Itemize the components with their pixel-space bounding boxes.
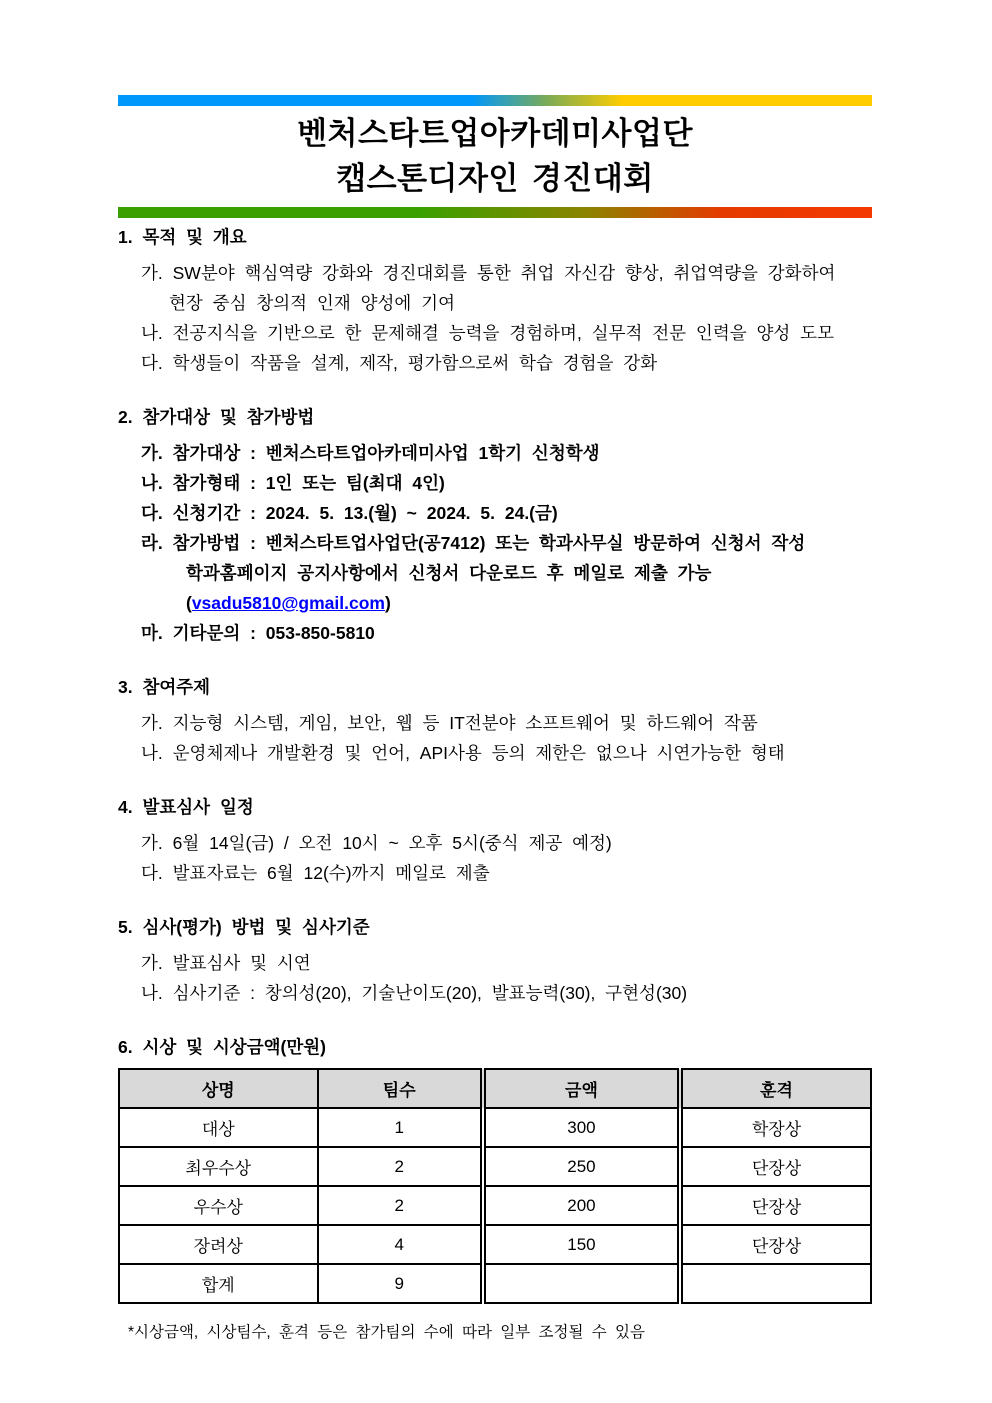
section-heading-purpose: 1. 목적 및 개요 [118,227,247,247]
section-heading-awards: 6. 시상 및 시상금액(만원) [118,1037,326,1057]
table-row [119,1147,871,1186]
document-title [118,106,872,207]
section-evaluation [118,916,872,1008]
table-row [119,1264,871,1303]
list-item: 마. 기타문의 : 053-850-5810 [141,623,375,643]
list-item: 가. 발표심사 및 시연 [141,953,311,973]
title-line-2: 캡스톤디자인 경진대회 [336,161,654,196]
cell-honor: 학장상 [680,1108,871,1147]
table-row [119,1108,871,1147]
footnote: *시상금액, 시상팀수, 훈격 등은 참가팀의 수에 따라 일부 조정될 수 있음 [128,1324,645,1341]
cell-teams: 4 [318,1225,483,1264]
section-topics [118,676,872,768]
cell-teams: 1 [318,1108,483,1147]
section-heading-topics: 3. 참여주제 [118,677,211,697]
cell-amount [483,1264,680,1303]
list-item-continuation: 현장 중심 창의적 인재 양성에 기여 [169,293,455,313]
cell-prize: 대상 [119,1108,318,1147]
table-header-honor: 훈격 [680,1069,871,1108]
cell-teams: 2 [318,1147,483,1186]
link-line-pre: 학과홈페이지 공지사항에서 신청서 다운로드 후 메일로 제출 가능( [186,563,712,613]
link-line-post: ) [384,593,391,613]
section-heading-schedule: 4. 발표심사 일정 [118,797,254,817]
list-item: 나. 전공지식을 기반으로 한 문제해결 능력을 경험하며, 실무적 전문 인력을 양성 도모 [141,323,834,343]
table-row [119,1225,871,1264]
list-item: 다. 발표자료는 6월 12(수)까지 메일로 제출 [141,863,490,883]
cell-teams: 9 [318,1264,483,1303]
cell-prize: 우수상 [119,1186,318,1225]
section-awards [118,1036,872,1304]
section-participation [118,406,872,648]
table-header-row [119,1069,871,1108]
list-item: 가. 참가대상 : 벤처스타트업아카데미사업 1학기 신청학생 [141,443,600,463]
cell-amount: 300 [483,1108,680,1147]
title-line-1: 벤처스타트업아카데미사업단 [297,116,693,151]
table-header-prize: 상명 [119,1069,318,1108]
cell-honor [680,1264,871,1303]
list-item: 나. 심사기준 : 창의성(20), 기술난이도(20), 발표능력(30), 구현성(30) [141,983,688,1003]
table-header-teams: 팀수 [318,1069,483,1108]
cell-amount: 150 [483,1225,680,1264]
list-item: 가. 6월 14일(금) / 오전 10시 ~ 오후 5시(중식 제공 예정) [141,833,612,853]
section-schedule [118,796,872,888]
table-header-amount: 금액 [483,1069,680,1108]
table-row [119,1186,871,1225]
cell-amount: 250 [483,1147,680,1186]
list-item-continuation [186,558,872,618]
cell-honor: 단장상 [680,1225,871,1264]
section-purpose [118,226,872,378]
list-item: 가. 지능형 시스템, 게임, 보안, 웹 등 IT전분야 소프트웨어 및 하드웨어 작품 [141,713,758,733]
top-gradient-bar [118,95,872,106]
cell-honor: 단장상 [680,1147,871,1186]
list-item: 가. SW분야 핵심역량 강화와 경진대회를 통한 취업 자신감 향상, 취업역량을 강화하여 [141,263,836,283]
cell-prize: 합계 [119,1264,318,1303]
cell-prize: 최우수상 [119,1147,318,1186]
section-heading-evaluation: 5. 심사(평가) 방법 및 심사기준 [118,917,370,937]
list-item: 라. 참가방법 : 벤처스타트업사업단(공7412) 또는 학과사무실 방문하여 신청서 작성 [141,533,806,553]
list-item: 다. 신청기간 : 2024. 5. 13.(월) ~ 2024. 5. 24.(금) [141,503,558,523]
section-heading-participation: 2. 참가대상 및 참가방법 [118,407,315,427]
list-item: 다. 학생들이 작품을 설계, 제작, 평가함으로써 학습 경험을 강화 [141,353,658,373]
cell-honor: 단장상 [680,1186,871,1225]
email-link[interactable]: vsadu5810@gmail.com [191,593,385,613]
awards-table [118,1068,872,1304]
cell-teams: 2 [318,1186,483,1225]
cell-amount: 200 [483,1186,680,1225]
list-item: 나. 참가형태 : 1인 또는 팀(최대 4인) [141,473,445,493]
title-underline-bar [118,207,872,218]
cell-prize: 장려상 [119,1225,318,1264]
list-item: 나. 운영체제나 개발환경 및 언어, API사용 등의 제한은 없으나 시연가능한 형태 [141,743,785,763]
